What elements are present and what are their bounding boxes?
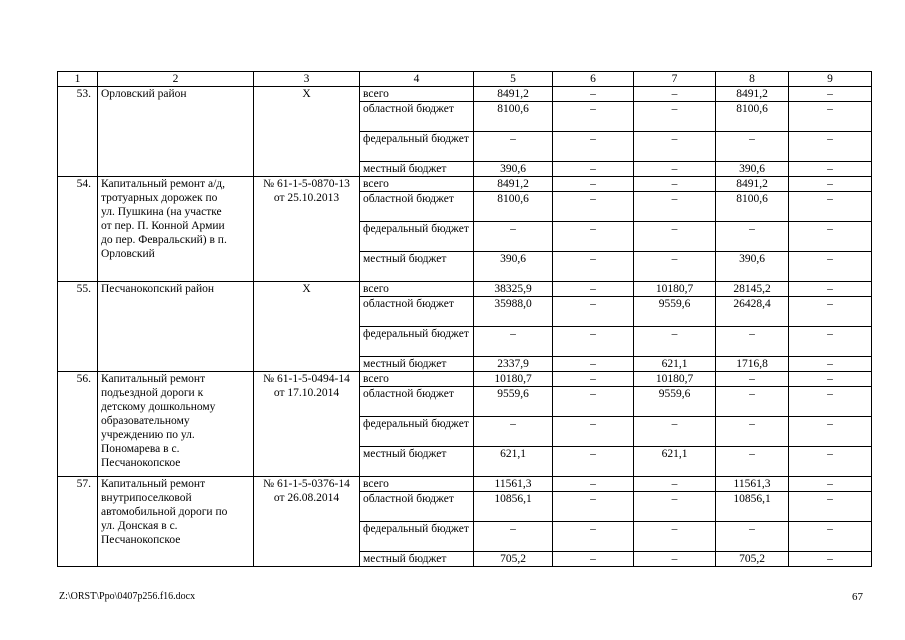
- value-cell: –: [789, 222, 872, 252]
- entry-name: Орловский район: [98, 87, 254, 177]
- value-cell: –: [553, 222, 634, 252]
- value-cell: –: [553, 177, 634, 192]
- value-cell: –: [789, 357, 872, 372]
- value-cell: –: [716, 417, 789, 447]
- value-cell: 621,1: [474, 447, 553, 477]
- budget-label: федеральный бюджет: [360, 132, 474, 162]
- value-cell: –: [634, 177, 716, 192]
- budget-label: местный бюджет: [360, 447, 474, 477]
- budget-label: местный бюджет: [360, 357, 474, 372]
- value-cell: –: [789, 552, 872, 567]
- value-cell: –: [789, 522, 872, 552]
- value-cell: 390,6: [716, 252, 789, 282]
- entry-code: Х: [254, 282, 360, 372]
- value-cell: 390,6: [474, 162, 553, 177]
- budget-label: федеральный бюджет: [360, 522, 474, 552]
- value-cell: 8100,6: [474, 102, 553, 132]
- table-row: [58, 177, 872, 192]
- budget-label: всего: [360, 477, 474, 492]
- budget-label: федеральный бюджет: [360, 417, 474, 447]
- value-cell: –: [553, 192, 634, 222]
- header-cell: 2: [98, 72, 254, 87]
- value-cell: –: [634, 327, 716, 357]
- value-cell: –: [553, 252, 634, 282]
- value-cell: 11561,3: [716, 477, 789, 492]
- entry-number: 57.: [58, 477, 98, 567]
- value-cell: –: [553, 387, 634, 417]
- entry-name: Капитальный ремонт подъездной дороги к детскому дошкольному образовательному учреждению по ул. Пономарева в с. Песчанокопское: [98, 372, 254, 477]
- table-row: [58, 372, 872, 387]
- budget-label: всего: [360, 282, 474, 297]
- value-cell: –: [789, 492, 872, 522]
- value-cell: –: [634, 132, 716, 162]
- value-cell: 8100,6: [474, 192, 553, 222]
- budget-label: всего: [360, 177, 474, 192]
- value-cell: –: [634, 102, 716, 132]
- value-cell: –: [716, 522, 789, 552]
- budget-label: местный бюджет: [360, 552, 474, 567]
- value-cell: –: [553, 477, 634, 492]
- budget-label: всего: [360, 372, 474, 387]
- value-cell: –: [789, 447, 872, 477]
- entry-number: 55.: [58, 282, 98, 372]
- footer-file-path: Z:\ORST\Ppo\0407p256.f16.docx: [59, 591, 196, 602]
- table-row: [58, 87, 872, 102]
- value-cell: 9559,6: [634, 387, 716, 417]
- value-cell: –: [789, 387, 872, 417]
- value-cell: –: [474, 522, 553, 552]
- value-cell: –: [474, 132, 553, 162]
- value-cell: –: [553, 87, 634, 102]
- value-cell: –: [553, 162, 634, 177]
- entry-name: Капитальный ремонт а/д, тротуарных дорожек по ул. Пушкина (на участке от пер. П. Конной Армии до пер. Февральский) в п. Орловский: [98, 177, 254, 282]
- value-cell: 705,2: [716, 552, 789, 567]
- value-cell: –: [634, 87, 716, 102]
- value-cell: –: [553, 327, 634, 357]
- entry-number: 56.: [58, 372, 98, 477]
- value-cell: –: [789, 162, 872, 177]
- header-cell: 3: [254, 72, 360, 87]
- value-cell: –: [553, 102, 634, 132]
- value-cell: –: [553, 417, 634, 447]
- value-cell: –: [553, 552, 634, 567]
- value-cell: –: [474, 417, 553, 447]
- value-cell: –: [716, 132, 789, 162]
- value-cell: –: [553, 447, 634, 477]
- value-cell: –: [634, 252, 716, 282]
- budget-label: местный бюджет: [360, 252, 474, 282]
- value-cell: –: [789, 417, 872, 447]
- value-cell: –: [553, 282, 634, 297]
- entry-name: Капитальный ремонт внутрипоселковой автомобильной дороги по ул. Донская в с. Песчанокопское: [98, 477, 254, 567]
- value-cell: –: [553, 522, 634, 552]
- value-cell: –: [716, 447, 789, 477]
- value-cell: –: [634, 492, 716, 522]
- value-cell: –: [553, 132, 634, 162]
- value-cell: 2337,9: [474, 357, 553, 372]
- budget-label: федеральный бюджет: [360, 222, 474, 252]
- value-cell: –: [789, 177, 872, 192]
- value-cell: 1716,8: [716, 357, 789, 372]
- value-cell: –: [553, 297, 634, 327]
- budget-table: [57, 71, 872, 567]
- value-cell: 390,6: [474, 252, 553, 282]
- value-cell: 9559,6: [474, 387, 553, 417]
- value-cell: –: [634, 522, 716, 552]
- value-cell: 10856,1: [716, 492, 789, 522]
- value-cell: 8491,2: [474, 177, 553, 192]
- value-cell: 8491,2: [716, 177, 789, 192]
- header-cell: 1: [58, 72, 98, 87]
- value-cell: –: [789, 252, 872, 282]
- value-cell: –: [789, 327, 872, 357]
- value-cell: 10180,7: [474, 372, 553, 387]
- budget-label: областной бюджет: [360, 192, 474, 222]
- value-cell: –: [789, 372, 872, 387]
- value-cell: 8100,6: [716, 192, 789, 222]
- header-cell: 7: [634, 72, 716, 87]
- value-cell: –: [553, 357, 634, 372]
- value-cell: 28145,2: [716, 282, 789, 297]
- value-cell: 38325,9: [474, 282, 553, 297]
- budget-label: федеральный бюджет: [360, 327, 474, 357]
- value-cell: –: [789, 477, 872, 492]
- page-number: 67: [852, 591, 863, 603]
- table-row: [58, 282, 872, 297]
- value-cell: 705,2: [474, 552, 553, 567]
- value-cell: 8491,2: [474, 87, 553, 102]
- value-cell: –: [789, 192, 872, 222]
- value-cell: –: [789, 87, 872, 102]
- value-cell: 11561,3: [474, 477, 553, 492]
- value-cell: –: [474, 222, 553, 252]
- value-cell: 10180,7: [634, 282, 716, 297]
- value-cell: –: [634, 417, 716, 447]
- value-cell: –: [716, 387, 789, 417]
- value-cell: –: [474, 327, 553, 357]
- value-cell: –: [634, 222, 716, 252]
- value-cell: –: [634, 192, 716, 222]
- value-cell: –: [634, 162, 716, 177]
- budget-label: областной бюджет: [360, 102, 474, 132]
- header-cell: 8: [716, 72, 789, 87]
- header-cell: 9: [789, 72, 872, 87]
- table-row: [58, 477, 872, 492]
- value-cell: –: [634, 552, 716, 567]
- entry-number: 53.: [58, 87, 98, 177]
- value-cell: 8491,2: [716, 87, 789, 102]
- budget-label: всего: [360, 87, 474, 102]
- value-cell: 9559,6: [634, 297, 716, 327]
- entry-code: № 61-1-5-0870-13 от 25.10.2013: [254, 177, 360, 282]
- value-cell: –: [553, 492, 634, 522]
- entry-code: Х: [254, 87, 360, 177]
- header-cell: 4: [360, 72, 474, 87]
- value-cell: 35988,0: [474, 297, 553, 327]
- budget-label: областной бюджет: [360, 492, 474, 522]
- header-cell: 6: [553, 72, 634, 87]
- value-cell: –: [789, 297, 872, 327]
- value-cell: 10180,7: [634, 372, 716, 387]
- value-cell: 8100,6: [716, 102, 789, 132]
- value-cell: –: [789, 132, 872, 162]
- entry-code: № 61-1-5-0376-14 от 26.08.2014: [254, 477, 360, 567]
- header-row: [58, 72, 872, 87]
- value-cell: –: [716, 372, 789, 387]
- entry-number: 54.: [58, 177, 98, 282]
- header-cell: 5: [474, 72, 553, 87]
- value-cell: –: [634, 477, 716, 492]
- value-cell: 621,1: [634, 447, 716, 477]
- value-cell: 390,6: [716, 162, 789, 177]
- value-cell: 621,1: [634, 357, 716, 372]
- value-cell: 26428,4: [716, 297, 789, 327]
- budget-label: областной бюджет: [360, 387, 474, 417]
- budget-label: областной бюджет: [360, 297, 474, 327]
- value-cell: –: [716, 222, 789, 252]
- value-cell: –: [789, 282, 872, 297]
- entry-name: Песчанокопский район: [98, 282, 254, 372]
- value-cell: 10856,1: [474, 492, 553, 522]
- value-cell: –: [789, 102, 872, 132]
- value-cell: –: [553, 372, 634, 387]
- entry-code: № 61-1-5-0494-14 от 17.10.2014: [254, 372, 360, 477]
- value-cell: –: [716, 327, 789, 357]
- budget-label: местный бюджет: [360, 162, 474, 177]
